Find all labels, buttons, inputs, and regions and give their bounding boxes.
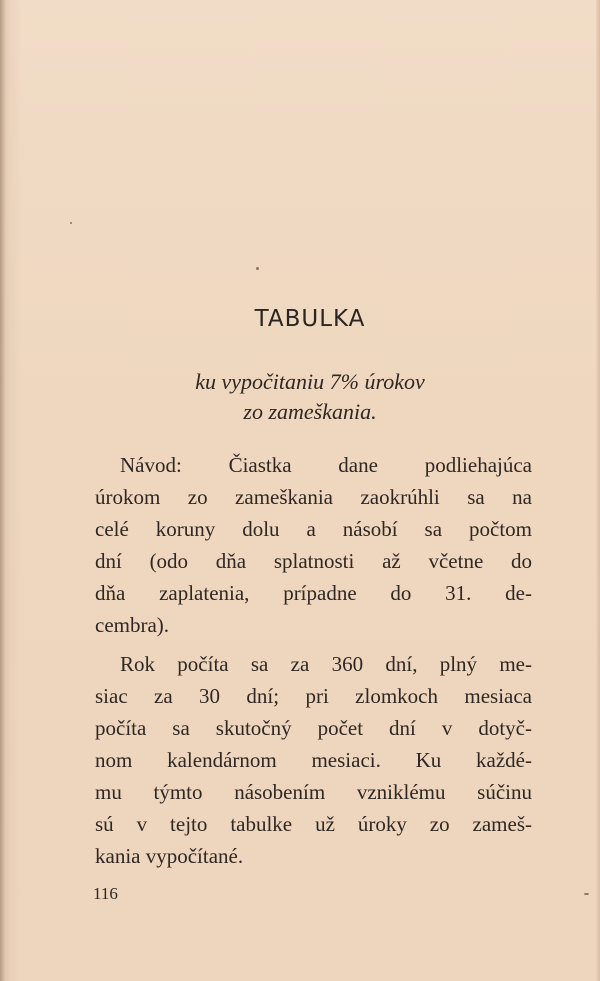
paragraph-2-line: sú v tejto tabulke už úroky zo zameš- <box>95 812 532 836</box>
page-left-edge <box>0 0 6 981</box>
page-title: TABULKA <box>254 306 366 332</box>
paragraph-1-line: dňa zaplatenia, prípadne do 31. de- <box>95 581 532 605</box>
paragraph-2-line: mu týmto násobením vzniklému súčinu <box>95 780 532 804</box>
page-right-edge <box>596 0 600 981</box>
paper-speck <box>584 893 589 895</box>
paper-speck <box>70 222 72 224</box>
page-number: 116 <box>93 884 118 903</box>
paragraph-1-line: celé koruny dolu a násobí sa počtom <box>95 517 532 541</box>
paragraph-1-line: cembra). <box>95 613 170 637</box>
paragraph-2-line: nom kalendárnom mesiaci. Ku každé- <box>95 748 532 772</box>
paragraph-2-line: siac za 30 dní; pri zlomkoch mesiaca <box>95 684 532 708</box>
paragraph-1-line: Návod: Čiastka dane podliehajúca <box>120 453 532 477</box>
subtitle-line-1: ku vypočitaniu 7% úrokov <box>195 369 425 394</box>
subtitle-line-2: zo zameškania. <box>243 399 377 424</box>
paragraph-1-line: úrokom zo zameškania zaokrúhli sa na <box>95 485 532 509</box>
paragraph-2-line: kania vypočítané. <box>95 844 244 868</box>
paper-speck <box>256 267 259 270</box>
paragraph-1-line: dní (odo dňa splatnosti až včetne do <box>95 549 532 573</box>
paragraph-2-line: Rok počíta sa za 360 dní, plný me- <box>120 652 532 676</box>
paragraph-2-line: počíta sa skutočný počet dní v dotyč- <box>95 716 532 740</box>
